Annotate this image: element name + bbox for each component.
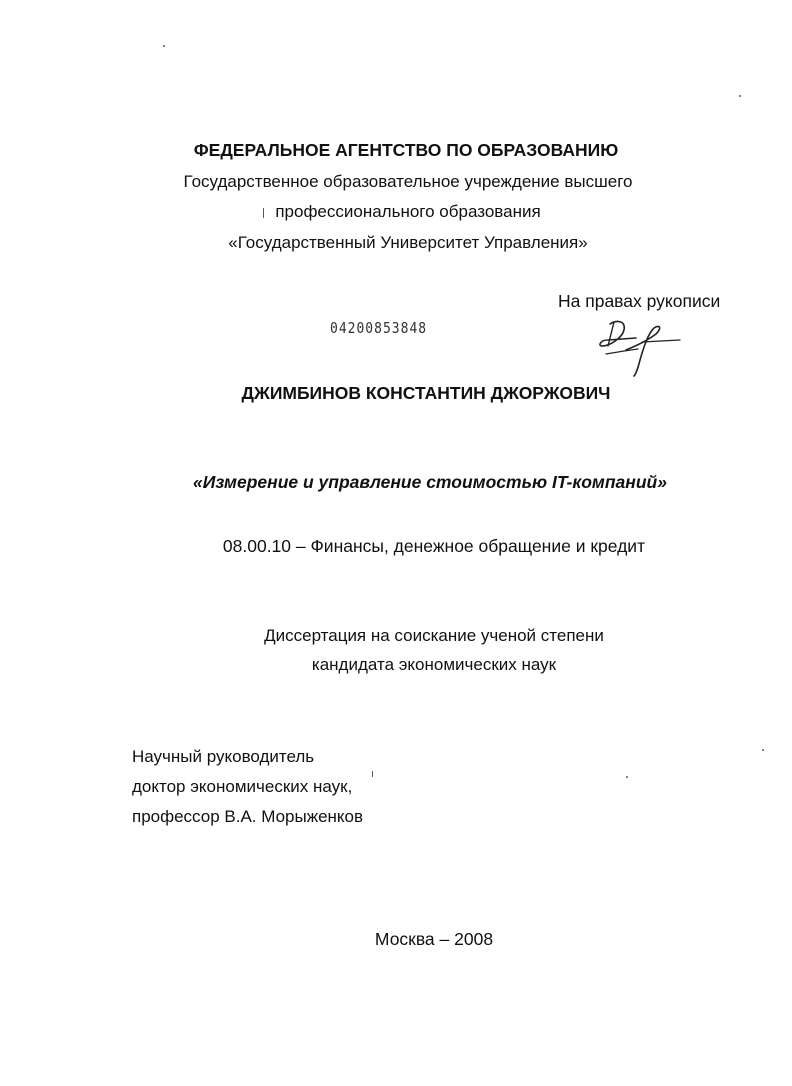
specialty-code: 08.00.10 – Финансы, денежное обращение и кредит <box>222 536 646 556</box>
supervisor-line-3: профессор В.А. Морыженков <box>132 807 364 826</box>
agency-heading: ФЕДЕРАЛЬНОЕ АГЕНТСТВО ПО ОБРАЗОВАНИЮ <box>193 140 619 160</box>
institution-line-3: «Государственный Университет Управления» <box>228 233 588 252</box>
author-name: ДЖИМБИНОВ КОНСТАНТИН ДЖОРЖОВИЧ <box>241 383 611 403</box>
scan-speck <box>762 749 764 751</box>
supervisor-line-2: доктор экономических наук, <box>132 777 353 796</box>
institution-line-1: Государственное образовательное учреждение высшего <box>183 172 633 191</box>
supervisor-line-1: Научный руководитель <box>132 747 315 766</box>
scan-speck <box>739 95 741 97</box>
dissertation-degree-line-2: кандидата экономических наук <box>311 655 557 674</box>
city-year: Москва – 2008 <box>374 929 494 949</box>
scan-speck <box>163 45 165 47</box>
scan-speck <box>372 771 373 777</box>
scan-speck <box>626 776 628 778</box>
manuscript-rights-note: На правах рукописи <box>558 291 721 311</box>
serial-number: 04200853848 <box>330 320 428 338</box>
institution-line-2: профессионального образования <box>275 202 541 221</box>
scan-speck <box>263 208 264 218</box>
dissertation-title: «Измерение и управление стоимостью IT-компаний» <box>193 472 667 492</box>
handwritten-signature <box>596 316 682 378</box>
dissertation-degree-line-1: Диссертация на соискание ученой степени <box>264 626 604 645</box>
